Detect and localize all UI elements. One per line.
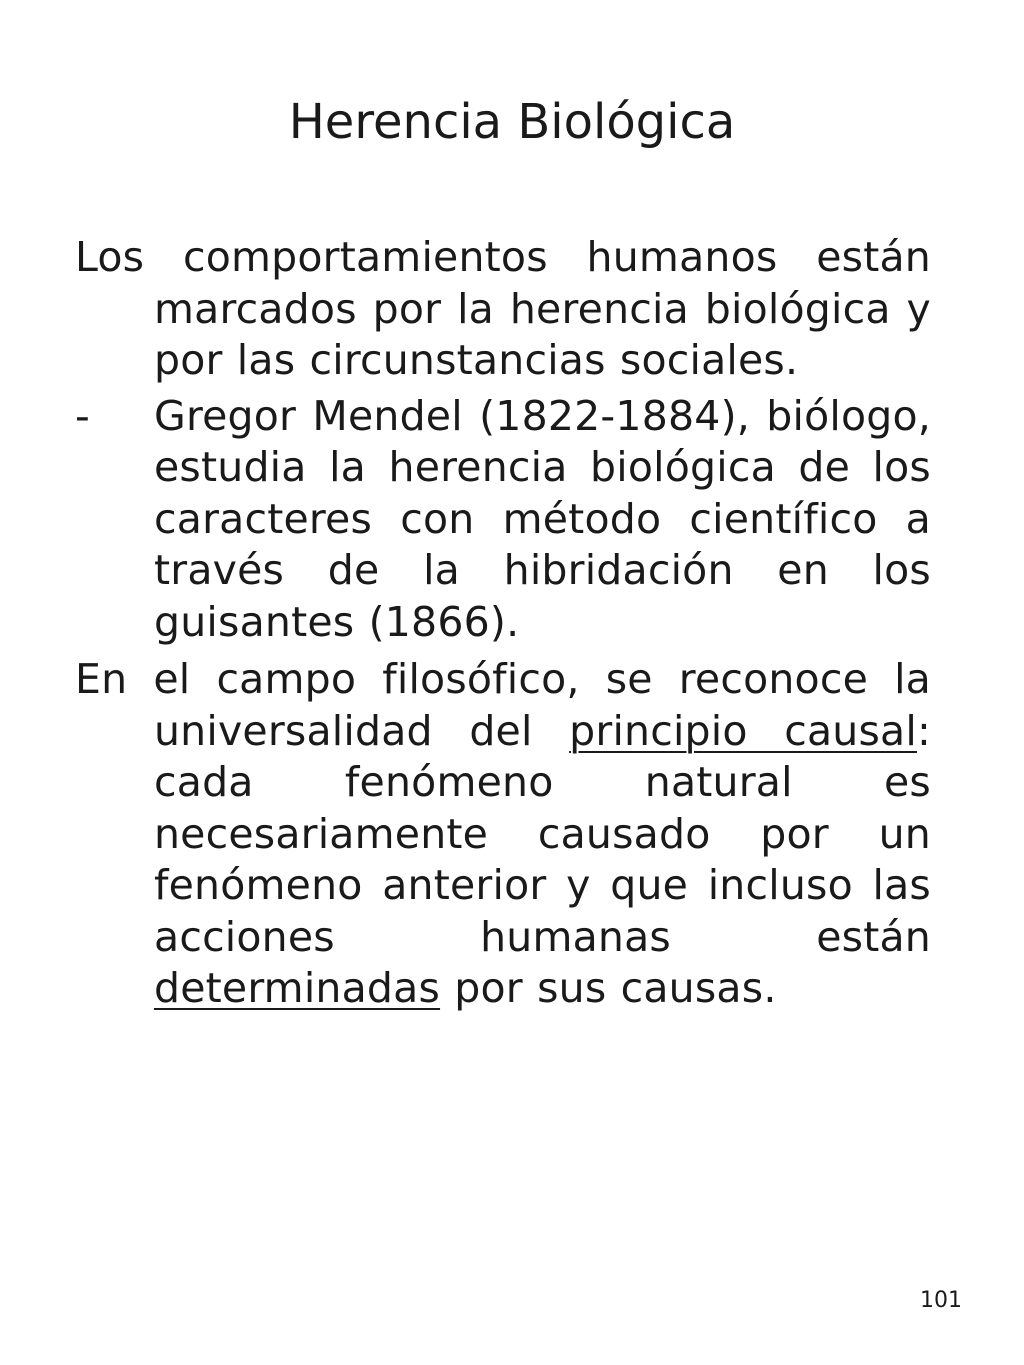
- page-title: Herencia Biológica: [288, 94, 736, 150]
- page-number: 101: [920, 1288, 962, 1313]
- paragraph-mendel: [75, 391, 931, 649]
- underlined-determinadas: determinadas: [154, 964, 441, 1012]
- underlined-principio-causal: principio causal: [569, 706, 917, 755]
- paragraph-causal: [75, 654, 931, 1015]
- paragraph-intro: Los comportamientos humanos están marcados por la herencia biológica y por las circunstancias sociales.: [75, 233, 931, 384]
- paragraph-causal-part3: por sus causas.: [440, 964, 777, 1012]
- paragraph-mendel-text: Gregor Mendel (1822-1884), biólogo, estudia la herencia biológica de los caracteres con método científico a través de la hibridación en los guisantes (1866).: [154, 391, 931, 646]
- dash-marker: -: [75, 391, 90, 440]
- paragraph-causal-part1: En el campo filosófico, se reconoce la universalidad del: [75, 655, 931, 755]
- body-text: [75, 232, 931, 1015]
- paragraph-causal-part2: : cada fenómeno natural es necesariamente causado por un fenómeno anterior y que incluso las acciones humanas están: [154, 706, 931, 961]
